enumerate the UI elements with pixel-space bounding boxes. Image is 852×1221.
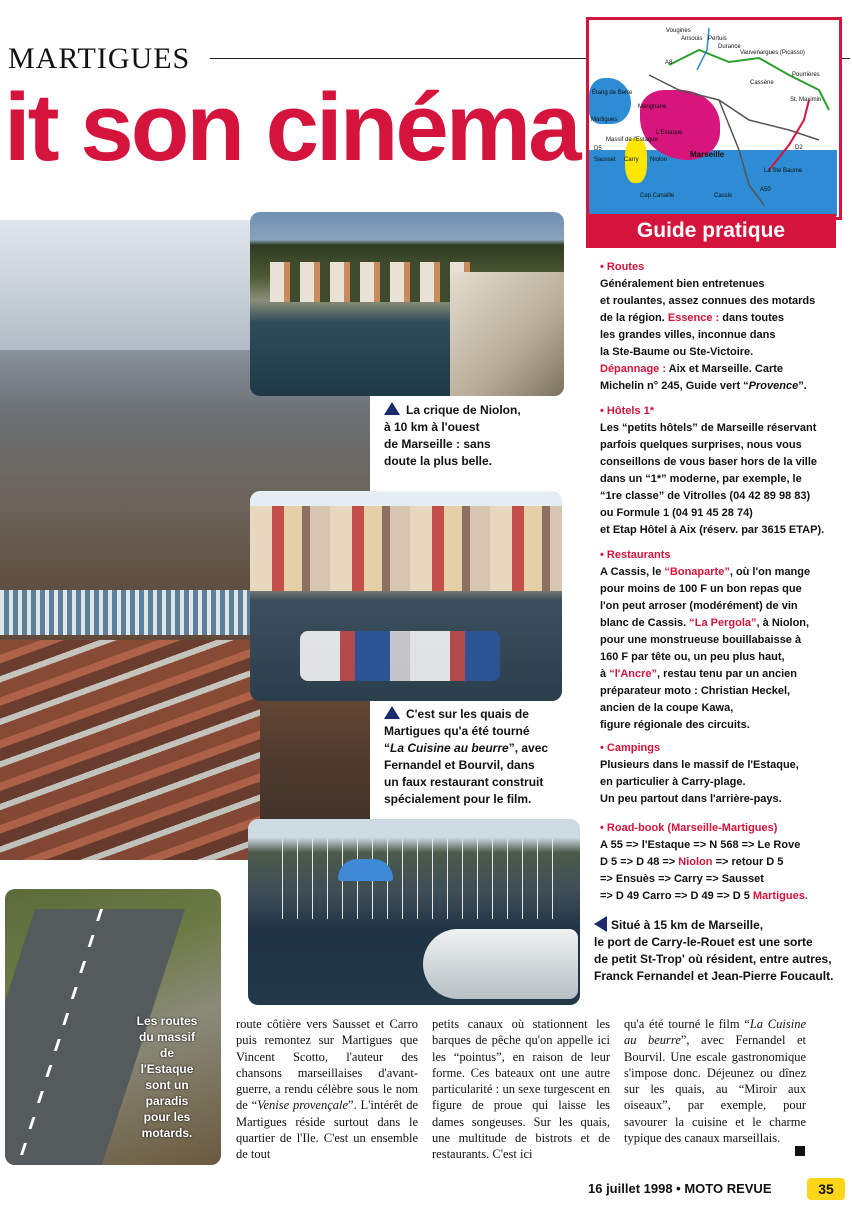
caption-line: pour les bbox=[143, 1110, 191, 1124]
caption-line: paradis bbox=[145, 1094, 189, 1108]
map-label: Cassène bbox=[750, 80, 774, 86]
map-label: Vougines bbox=[666, 28, 691, 34]
guide-keyword: “Bonaparte” bbox=[664, 566, 730, 578]
map-label: Marseille bbox=[690, 150, 725, 159]
map-label: Pertuis bbox=[708, 36, 727, 42]
triangle-up-icon bbox=[384, 402, 400, 415]
photo-city-roofs bbox=[0, 640, 260, 860]
guide-line: => retour D 5 bbox=[715, 856, 784, 868]
guide-keyword: Essence : bbox=[667, 312, 720, 324]
guide-campings bbox=[600, 740, 846, 808]
caption-line: Fernandel et Bourvil, dans bbox=[384, 758, 535, 772]
body-column-2 bbox=[432, 1016, 610, 1163]
photo-niolon-houses bbox=[270, 262, 470, 302]
body-text: ”, avec Fernandel et Bourvil. Une escale gastronomique s'impose donc. Déjeunez ou dînez sur les quais, au “Miroir aux oiseaux”, par exemple, pour savourer la cuisine et le charme typique des canaux marseillais. bbox=[624, 1033, 806, 1146]
guide-line: Plusieurs dans le massif de l'Estaque, bbox=[600, 759, 799, 771]
body-text: petits canaux où stationnent les barques de pêche qu'on appelle ici les “pointus”, en raison de leur forme. Ces bateaux ont une autre particularité : un sexe turgescent en figure de proue qui laisse les dames songeuses. Sur les quais, une multitude de bistrots et de restaurants. C'est ici bbox=[432, 1017, 610, 1162]
caption-line: Situé à 15 km de Marseille, bbox=[611, 918, 764, 932]
caption-line: de bbox=[159, 1046, 174, 1060]
guide-line: et Etap Hôtel à Aix (réserv. par 3615 ETAP). bbox=[600, 524, 825, 536]
photo-carry-umbrella bbox=[338, 859, 393, 881]
guide-line: Michelin n° 245, Guide vert “ bbox=[600, 380, 749, 392]
body-italic: La Cuisine au beurre bbox=[624, 1017, 806, 1048]
body-text: route côtière vers Sausset et Carro puis remontez sur Martigues que Vincent Scotto, l'auteur des chansons marseillaises d'avant-guerre, a rendu célèbre sous le nom de “ bbox=[236, 1017, 418, 1113]
map-label: La Ste Baume bbox=[764, 168, 803, 174]
guide-heading: • Routes bbox=[600, 261, 645, 273]
guide-line: conseillons de vous baser hors de la ville bbox=[600, 456, 818, 468]
photo-quays-boats bbox=[300, 631, 500, 681]
section-kicker: MARTIGUES bbox=[8, 42, 191, 75]
photo-carry-masts bbox=[268, 839, 558, 919]
guide-line: parfois quelques surprises, nous vous bbox=[600, 439, 802, 451]
guide-line: ou Formule 1 (04 91 45 28 74) bbox=[600, 507, 753, 519]
caption-line: doute la plus belle. bbox=[384, 454, 493, 468]
guide-line: A Cassis, le bbox=[600, 566, 662, 578]
guide-line: les grandes villes, inconnue dans bbox=[600, 329, 776, 341]
guide-heading: • Hôtels 1* bbox=[600, 405, 654, 417]
map-label: Cassis bbox=[714, 193, 733, 199]
guide-keyword: Dépannage : bbox=[600, 363, 667, 375]
guide-italic: Provence bbox=[748, 380, 799, 392]
caption-film-title: La Cuisine au beurre bbox=[390, 741, 509, 755]
photo-city-port bbox=[0, 590, 250, 635]
guide-heading: • Restaurants bbox=[600, 549, 671, 561]
map-label: Massif de l'Estaque bbox=[606, 137, 658, 143]
guide-line: Les “petits hôtels” de Marseille réservant bbox=[600, 422, 817, 434]
guide-line: Aix et Marseille. Carte bbox=[668, 363, 784, 375]
guide-roadbook bbox=[600, 820, 846, 905]
map-label: D2 bbox=[795, 145, 803, 151]
map-label: Marignane bbox=[638, 104, 667, 110]
caption-line: Franck Fernandel et Jean-Pierre Foucault. bbox=[594, 969, 834, 983]
guide-line: l'on peut arroser (modérément) de vin bbox=[600, 600, 798, 612]
map-label: D5 bbox=[594, 146, 602, 152]
caption-line: de petit St-Trop' où résident, entre autres, bbox=[594, 952, 832, 966]
map-label: Sausset bbox=[594, 157, 616, 163]
guide-heading: • Campings bbox=[600, 742, 661, 754]
guide-line: de la région. bbox=[600, 312, 665, 324]
caption-line: de Marseille : sans bbox=[384, 437, 491, 451]
photo-carry-boat bbox=[423, 929, 578, 999]
map-label: Martigues bbox=[591, 117, 618, 123]
guide-line: blanc de Cassis. bbox=[600, 617, 687, 629]
guide-line: à bbox=[600, 668, 607, 680]
guide-line: “1re classe” de Vitrolles (04 42 89 98 83) bbox=[600, 490, 811, 502]
photo-carry-port bbox=[248, 819, 580, 1005]
triangle-left-icon bbox=[594, 916, 607, 932]
guide-keyword: “La Pergola” bbox=[689, 617, 757, 629]
guide-keyword: Martigues. bbox=[752, 890, 808, 902]
caption-road bbox=[124, 1013, 210, 1141]
caption-line: La crique de Niolon, bbox=[406, 403, 521, 417]
guide-line: ancien de la coupe Kawa, bbox=[600, 702, 734, 714]
map-label: Vauvenargues (Picasso) bbox=[740, 50, 805, 56]
guide-line: => Ensuès => Carry => Sausset bbox=[600, 873, 764, 885]
guide-pratique-badge: Guide pratique bbox=[586, 214, 836, 248]
guide-line: pour moins de 100 F un bon repas que bbox=[600, 583, 802, 595]
guide-line: => D 49 Carro => D 49 => D 5 bbox=[600, 890, 750, 902]
caption-niolon bbox=[384, 402, 574, 470]
guide-heading: • Road-book (Marseille-Martigues) bbox=[600, 822, 778, 834]
photo-niolon-rocks bbox=[450, 272, 564, 396]
photo-martigues-quays bbox=[250, 491, 562, 701]
guide-line: , à Niolon, bbox=[756, 617, 810, 629]
body-column-1 bbox=[236, 1016, 418, 1163]
guide-keyword: “l'Ancre” bbox=[609, 668, 658, 680]
map-label: L'Estaque bbox=[656, 130, 683, 136]
headline: it son cinéma bbox=[4, 74, 579, 181]
map-label: A50 bbox=[760, 187, 771, 193]
triangle-up-icon bbox=[384, 706, 400, 719]
map-label: Durance bbox=[718, 44, 741, 50]
guide-restaurants bbox=[600, 547, 846, 734]
map-label: Niolon bbox=[650, 157, 668, 163]
guide-line: 160 F par tête ou, un peu plus haut, bbox=[600, 651, 785, 663]
guide-line: préparateur moto : Christian Heckel, bbox=[600, 685, 791, 697]
guide-line: ”. bbox=[798, 380, 807, 392]
page-number: 35 bbox=[807, 1178, 845, 1200]
guide-line: figure régionale des circuits. bbox=[600, 719, 750, 731]
caption-line: C'est sur les quais de bbox=[406, 707, 529, 721]
guide-line: la Ste-Baume ou Ste-Victoire. bbox=[600, 346, 754, 358]
map-label: Ansouis bbox=[681, 36, 703, 42]
caption-line: ”, avec bbox=[508, 741, 549, 755]
caption-line: motards. bbox=[141, 1126, 193, 1140]
caption-carry bbox=[594, 916, 844, 985]
caption-line: l'Estaque bbox=[140, 1062, 194, 1076]
photo-niolon-creek bbox=[250, 212, 564, 396]
caption-line: Martigues qu'a été tourné bbox=[384, 724, 530, 738]
end-of-article-mark bbox=[795, 1146, 805, 1156]
guide-line: en particulier à Carry-plage. bbox=[600, 776, 746, 788]
map-label: Carry bbox=[624, 157, 639, 163]
caption-line: sont un bbox=[145, 1078, 189, 1092]
caption-line: le port de Carry-le-Rouet est une sorte bbox=[594, 935, 813, 949]
caption-line: Les routes bbox=[136, 1014, 198, 1028]
map-label: A8 bbox=[665, 60, 673, 66]
guide-line: dans toutes bbox=[722, 312, 785, 324]
map-label: Pourrières bbox=[792, 72, 820, 78]
body-text: ”. L'intérêt de Martigues réside surtout dans le quartier de l'Ile. C'est un ensemble de tout bbox=[236, 1098, 418, 1162]
guide-line: , où l'on mange bbox=[729, 566, 811, 578]
caption-line: un faux restaurant construit bbox=[384, 775, 544, 789]
guide-line: pour une monstrueuse bouillabaisse à bbox=[600, 634, 802, 646]
guide-line: , restau tenu par un ancien bbox=[657, 668, 798, 680]
guide-line: Généralement bien entretenues bbox=[600, 278, 765, 290]
guide-line: A 55 => l'Estaque => N 568 => Le Rove bbox=[600, 839, 801, 851]
body-italic: Venise provençale bbox=[257, 1098, 349, 1113]
guide-line: Un peu partout dans l'arrière-pays. bbox=[600, 793, 782, 805]
body-text: qu'a été tourné le film “ bbox=[624, 1017, 750, 1031]
photo-quays-facades bbox=[250, 506, 562, 591]
body-column-3 bbox=[624, 1016, 806, 1146]
caption-line: du massif bbox=[138, 1030, 195, 1044]
map-label: Cap Canaille bbox=[640, 193, 675, 199]
guide-line: dans un “1*” moderne, par exemple, le bbox=[600, 473, 802, 485]
map-label: Étang de Berre bbox=[592, 90, 633, 96]
guide-keyword: Niolon bbox=[678, 856, 713, 868]
footer-issue: 16 juillet 1998 • MOTO REVUE bbox=[588, 1181, 772, 1196]
guide-line: et roulantes, assez connues des motards bbox=[600, 295, 816, 307]
caption-line: spécialement pour le film. bbox=[384, 792, 532, 806]
map-label: St. Maximin bbox=[790, 97, 822, 103]
caption-quais bbox=[384, 706, 578, 808]
caption-line: à 10 km à l'ouest bbox=[384, 420, 480, 434]
caption-quote: “ bbox=[384, 741, 390, 755]
guide-line: D 5 => D 48 => bbox=[600, 856, 676, 868]
guide-routes bbox=[600, 259, 846, 395]
guide-hotels bbox=[600, 403, 846, 539]
